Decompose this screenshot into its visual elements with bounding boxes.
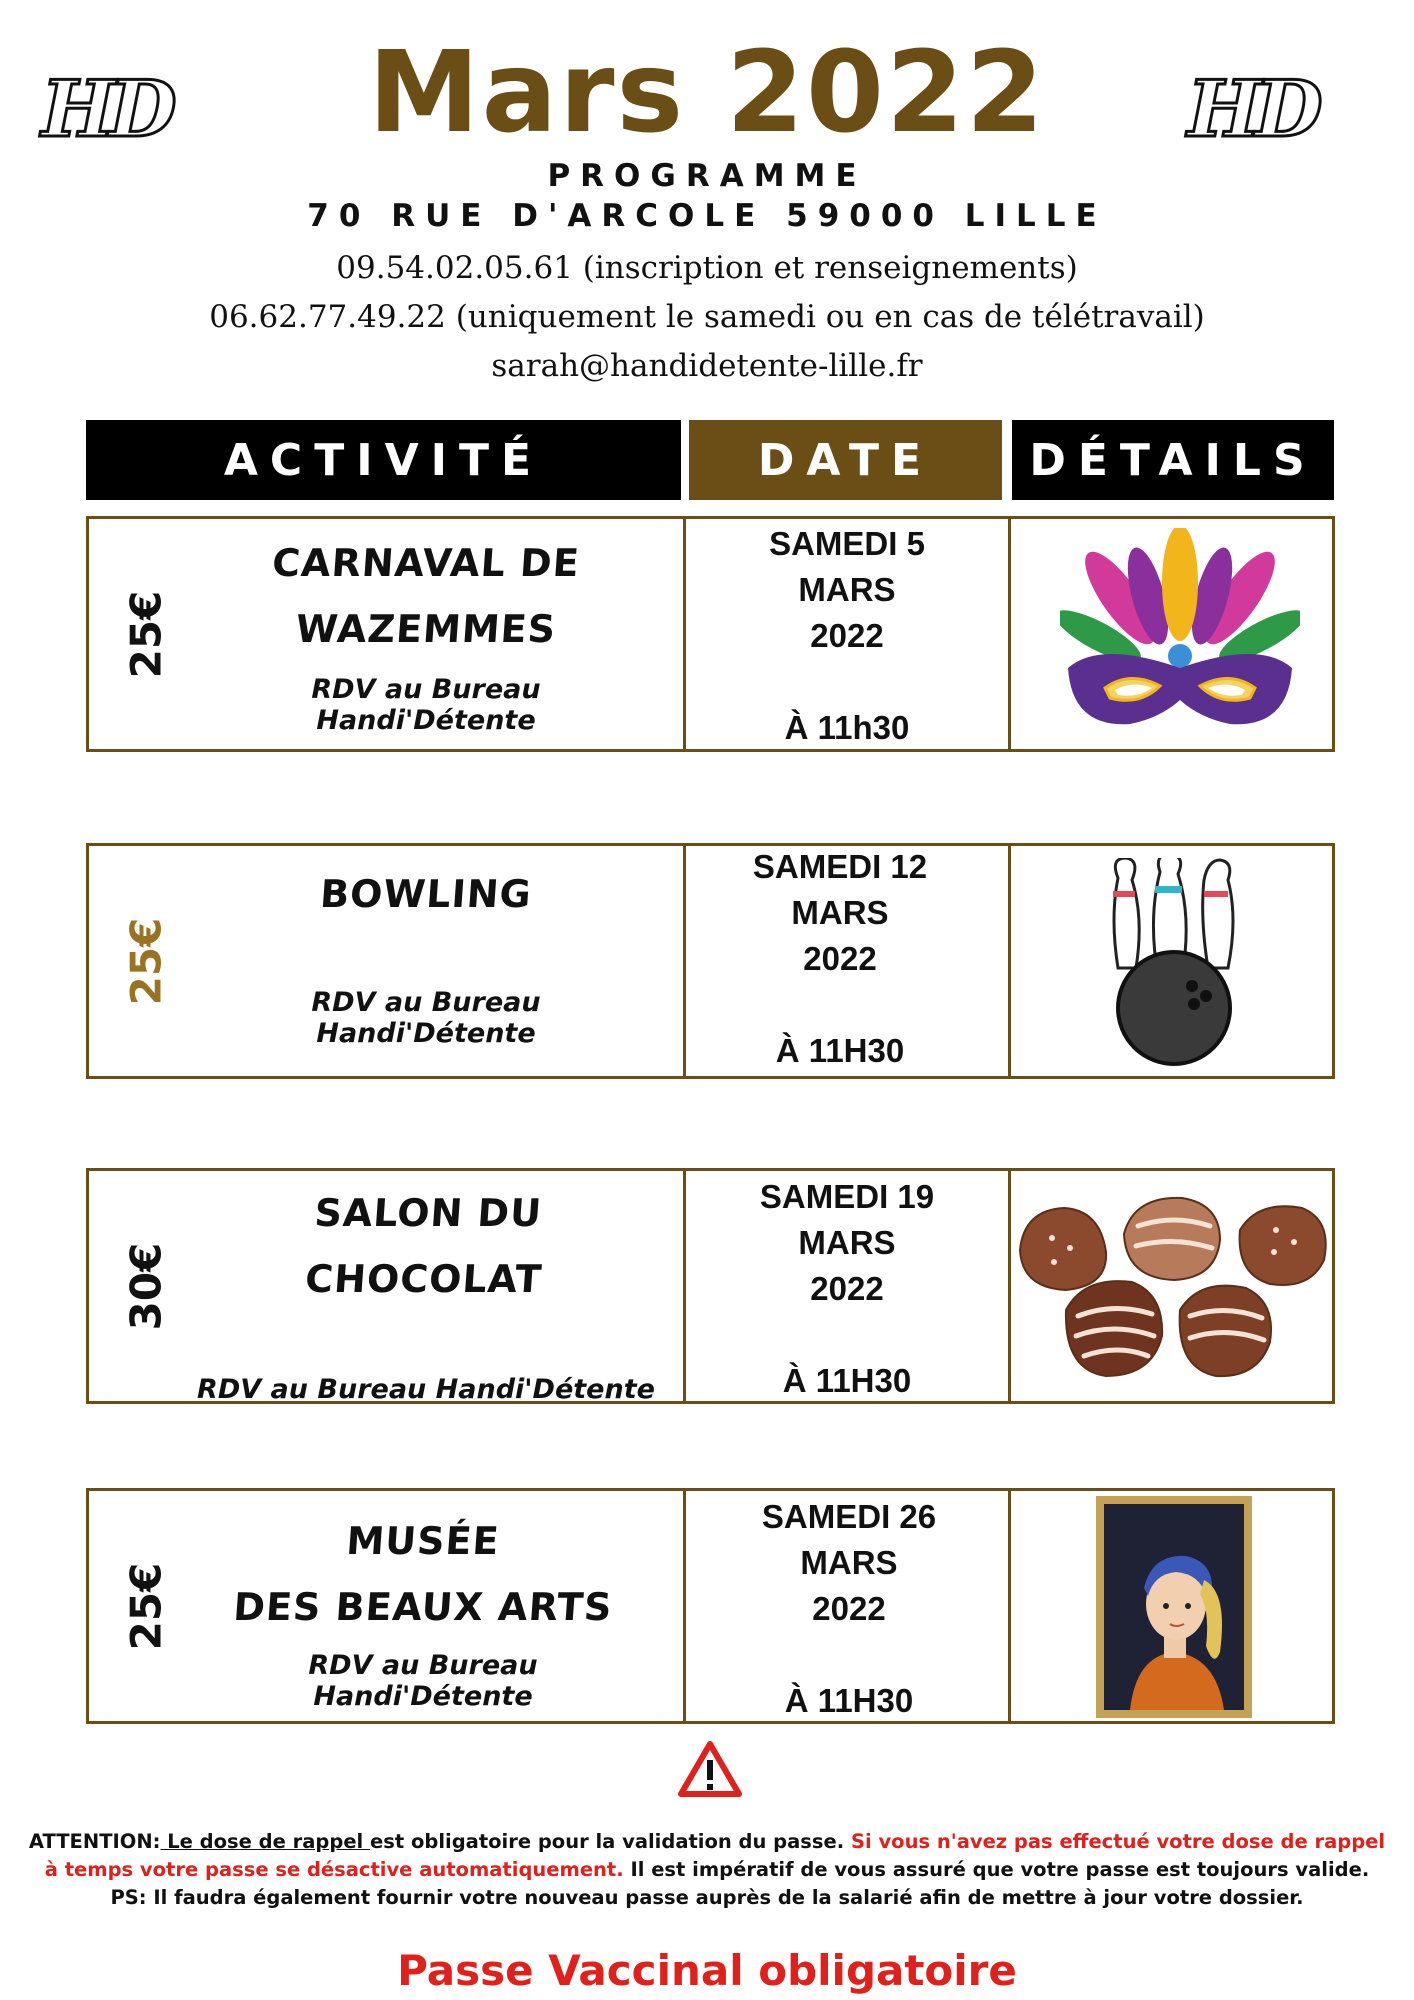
carnival-mask-icon [1060, 528, 1300, 742]
activity-3 [196, 1180, 656, 1405]
column-header-details: DÉTAILS [1012, 420, 1334, 500]
hd-logo-left: HD [41, 64, 171, 155]
address: 70 RUE D'ARCOLE 59000 LILLE [307, 198, 1107, 234]
activity-1 [206, 530, 646, 736]
booster-link[interactable]: Le dose de rappel [160, 1830, 371, 1853]
activity-name: CARNAVAL DE [270, 541, 582, 585]
activity-name: BOWLING [318, 872, 534, 916]
column-header-activity: ACTIVITÉ [86, 420, 681, 500]
bowling-icon [1096, 858, 1256, 1070]
phone-saturday: 06.62.77.49.22 (uniquement le samedi ou en cas de télétravail) [209, 299, 1205, 335]
painting-portrait-icon [1096, 1496, 1252, 1718]
date-3: SAMEDI 19 MARS 2022 À 11H30 [759, 1178, 935, 1399]
price-3: 30€ [121, 1242, 171, 1330]
activity-name: MUSÉE [344, 1519, 502, 1563]
attention-label: ATTENTION: [28, 1830, 161, 1853]
activity-2 [206, 861, 646, 1049]
column-header-date: DATE [689, 420, 1002, 500]
hd-logo-right: HD [1187, 64, 1317, 155]
price-2: 25€ [121, 917, 171, 1005]
rdv-text: RDV au Bureau Handi'Détente [197, 1374, 655, 1405]
rdv-text: RDV au Bureau Handi'Détente [311, 987, 541, 1049]
activity-name: DES BEAUX ARTS [232, 1585, 614, 1629]
date-1: SAMEDI 5 MARS 2022 À 11h30 [769, 525, 925, 746]
email: sarah@handidetente-lille.fr [491, 348, 923, 384]
price-1: 25€ [121, 590, 171, 678]
vaccinal-pass-notice: Passe Vaccinal obligatoire [397, 1946, 1017, 1995]
date-4: SAMEDI 26 MARS 2022 À 11H30 [761, 1498, 937, 1719]
programme-label: PROGRAMME [547, 158, 867, 194]
vaccine-notice: ATTENTION: Le dose de rappel est obligatoire pour la validation du passe. Si vous n'avez pas effectué votre dose de rappel à temps votre passe se désactive automatiquement. Il est impératif de vous assuré que votre passe est toujours valide. PS: Il faudra également fournir votre nouveau passe auprès de la salarié afin de mettre à jour votre dossier. [28, 1830, 1386, 1909]
chocolates-icon [1014, 1190, 1332, 1386]
warning-triangle-icon [677, 1740, 743, 1798]
date-2: SAMEDI 12 MARS 2022 À 11H30 [752, 848, 928, 1069]
activity-name: SALON DU CHOCOLAT [303, 1191, 544, 1301]
rdv-text: RDV au Bureau Handi'Détente [308, 1650, 538, 1712]
page-title: Mars 2022 [368, 28, 1046, 158]
price-4: 25€ [121, 1562, 171, 1650]
phone-inscription: 09.54.02.05.61 (inscription et renseignements) [336, 250, 1078, 286]
activity-name: WAZEMMES [294, 607, 558, 651]
activity-4 [200, 1508, 646, 1712]
booster-warning: Si vous n'avez pas effectué votre dose de rappel à temps votre passe se désactive automatiquement. [44, 1830, 1386, 1881]
rdv-text: RDV au Bureau Handi'Détente [311, 674, 541, 736]
ps-note: PS: Il faudra également fournir votre nouveau passe auprès de la salarié afin de mettre à jour votre dossier. [110, 1886, 1304, 1909]
